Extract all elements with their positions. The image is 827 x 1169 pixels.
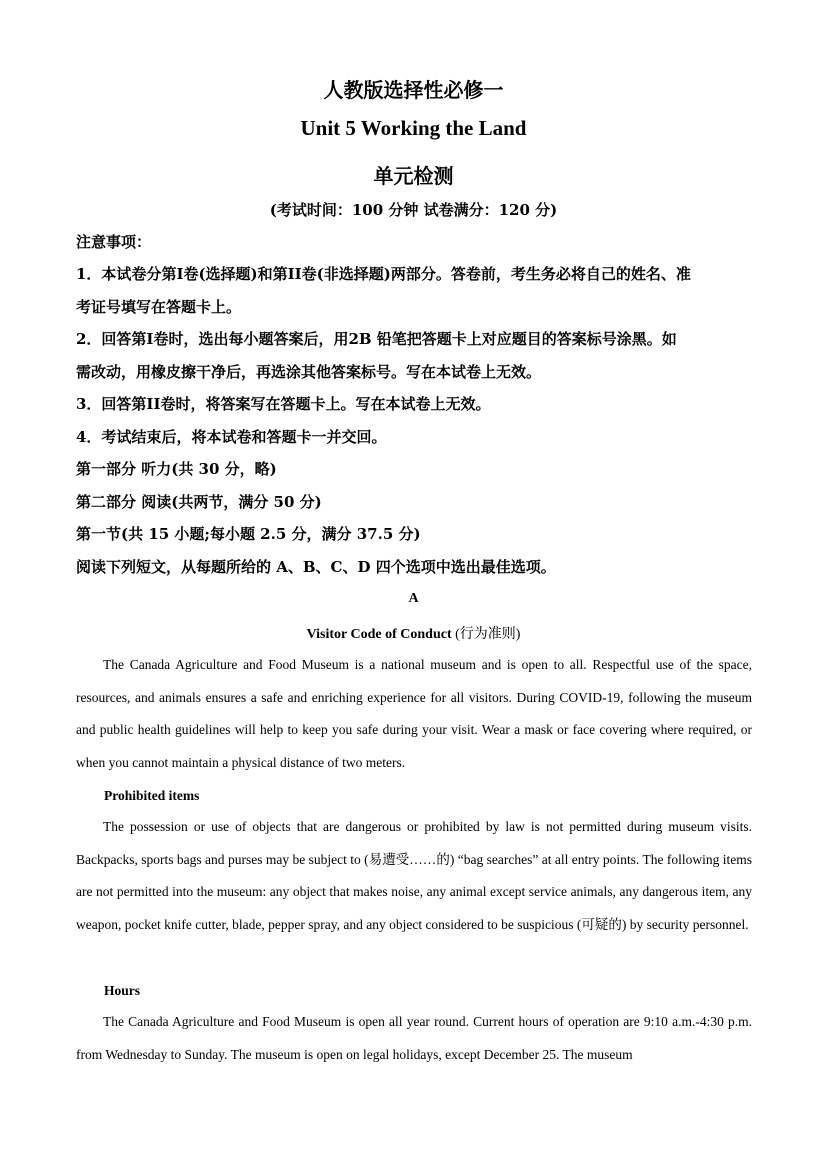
paragraph-2-text: The possession or use of objects that are dangerous or prohibited by law is not permitted during museum visits. Backpacks, sports bags and purses may be subject to (易遭受……的) “bag searches” at all entry points. The following items are not permitted into the museum: any object that makes noise, any animal except service animals, any dangerous item, any weapon, pocket knife cutter, blade, pepper spray, and any object considered to be suspicious (可疑的) by security personnel. [76, 819, 752, 932]
passage-title-cn: (行为准则) [451, 627, 521, 642]
passage-paragraph-2 [76, 811, 752, 941]
notes-heading: 注意事项： [76, 233, 152, 251]
passage-title-en: Visitor Code of Conduct [306, 627, 452, 642]
part-1-heading: 第一部分 听力(共 30 分，略) [76, 460, 277, 478]
note-item-1-line-1: 1．本试卷分第I卷(选择题)和第II卷(非选择题)两部分。答卷前，考生务必将自己的姓名、准 [76, 265, 691, 283]
test-title: 单元检测 [373, 164, 454, 188]
subheading-hours: Hours [104, 983, 141, 998]
paragraph-1-text: The Canada Agriculture and Food Museum is a national museum and is open to all. Respectful use of the space, resources, and animals ensures a safe and enriching experience for all visitors. During COVID-19, following the museum and public health guidelines will help to keep you safe during your visit. Wear a mask or face covering where required, or when you cannot maintain a physical distance of two meters. [76, 657, 752, 770]
section-1-heading: 第一节(共 15 小题;每小题 2.5 分，满分 37.5 分) [76, 525, 421, 543]
paragraph-3-text: The Canada Agriculture and Food Museum is open all year round. Current hours of operation are 9:10 a.m.-4:30 p.m. from Wednesday to Sunday. The museum is open on legal holidays, except December 25. The museum [76, 1014, 752, 1062]
note-item-2-line-1: 2．回答第I卷时，选出每小题答案后，用2B 铅笔把答题卡上对应题目的答案标号涂黑。如 [76, 330, 677, 348]
passage-label: A [408, 591, 419, 606]
passage-paragraph-3 [76, 1006, 752, 1071]
passage-paragraph-1 [76, 649, 752, 779]
unit-title: Unit 5 Working the Land [300, 116, 527, 140]
reading-instruction: 阅读下列短文，从每题所给的 A、B、C、D 四个选项中选出最佳选项。 [76, 558, 556, 576]
note-item-4: 4．考试结束后，将本试卷和答题卡一并交回。 [76, 428, 387, 446]
textbook-title: 人教版选择性必修一 [323, 78, 504, 102]
note-item-2-line-2: 需改动，用橡皮擦干净后，再选涂其他答案标号。写在本试卷上无效。 [76, 363, 542, 381]
note-item-3: 3．回答第II卷时，将答案写在答题卡上。写在本试卷上无效。 [76, 395, 491, 413]
exam-meta: (考试时间：100 分钟 试卷满分：120 分) [269, 201, 558, 219]
passage-title [0, 623, 827, 643]
part-2-heading: 第二部分 阅读(共两节，满分 50 分) [76, 493, 322, 511]
note-item-1-line-2: 考证号填写在答题卡上。 [76, 298, 242, 316]
subheading-prohibited-items: Prohibited items [104, 788, 200, 803]
